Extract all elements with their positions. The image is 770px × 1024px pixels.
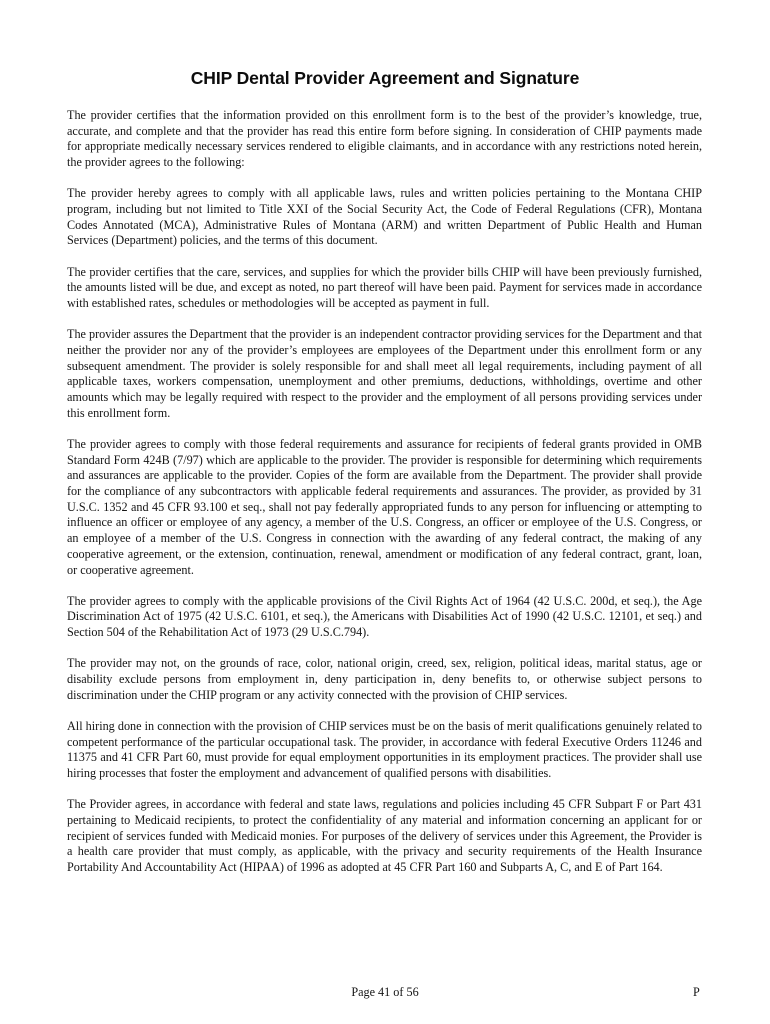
paragraph-confidentiality-hipaa: The Provider agrees, in accordance with federal and state laws, regulations and policies including 45 CFR Subpart F or Part 431 pertaining to Medicaid recipients, to protect the confidentiality of any material and information concerning an applicant for or recipient of services funded with Medicaid monies. For purposes of the delivery of services under this Agreement, the Provider is a health care provider that must comply, as applicable, with the privacy and security requirements of the Health Insurance Portability And Accountability Act (HIPAA) of 1996 as adopted at 45 CFR Part 160 and Subparts A, C, and E of Part 164.: [67, 797, 702, 875]
paragraph-hiring: All hiring done in connection with the provision of CHIP services must be on the basis of merit qualifications genuinely related to competent performance of the particular occupational task. The provider, in accordance with federal Executive Orders 11246 and 11375 and 41 CFR Part 60, must provide for equal employment opportunities in its employment practices. The provider shall use hiring processes that foster the employment and advancement of qualified persons with disabilities.: [67, 719, 702, 781]
paragraph-independent-contractor: The provider assures the Department that the provider is an independent contractor providing services for the Department and that neither the provider nor any of the provider’s employees are employees of the Department under this enrollment form or any subsequent amendment. The provider is solely responsible for and shall meet all legal requirements, including payment of all applicable taxes, workers compensation, unemployment and other premiums, deductions, withholdings, overtime and other amounts which may be legally required with respect to the provider and the employment of all persons providing services under this enrollment form.: [67, 327, 702, 420]
paragraph-certification: The provider certifies that the information provided on this enrollment form is to the best of the provider’s knowledge, true, accurate, and complete and that the provider has read this entire form before signing. In consideration of CHIP payments made for appropriate medically necessary services rendered to eligible claimants, and in accordance with any restrictions noted herein, the provider agrees to the following:: [67, 108, 702, 170]
agreement-body: [67, 108, 702, 891]
page-number: Page 41 of 56: [351, 985, 419, 999]
paragraph-federal-requirements: The provider agrees to comply with those federal requirements and assurance for recipients of federal grants provided in OMB Standard Form 424B (7/97) which are applicable to the provider. The provider is responsible for determining which requirements and assurances are applicable to the provider. Copies of the form are available from the Department. The provider shall provide for the compliance of any subcontractors with applicable federal requirements and assurances. The provider, as provided by 31 U.S.C. 1352 and 45 CFR 93.100 et seq., shall not pay federally appropriated funds to any person for influencing or attempting to influence an officer or employee of any agency, a member of the U.S. Congress, an officer or employee of the U.S. Congress, or an employee of a member of the U.S. Congress in connection with the awarding of any federal contract, the making of any cooperative agreement, or the extension, continuation, renewal, amendment or modification of any federal contract, grant, loan, or cooperative agreement.: [67, 436, 702, 577]
page-title: CHIP Dental Provider Agreement and Signature: [190, 68, 580, 88]
paragraph-compliance-laws: The provider hereby agrees to comply with all applicable laws, rules and written policies pertaining to the Montana CHIP program, including but not limited to Title XXI of the Social Security Act, the Code of Federal Regulations (CFR), Montana Codes Annotated (MCA), Administrative Rules of Montana (ARM) and written Department of Public Health and Human Services (Department) policies, and the terms of this document.: [67, 186, 702, 248]
paragraph-billing-certification: The provider certifies that the care, services, and supplies for which the provider bills CHIP will have been previously furnished, the amounts listed will be due, and except as noted, no part thereof will have been paid. Payment for services made in accordance with established rates, schedules or methodologies will be accepted as payment in full.: [67, 264, 702, 311]
footer-corner-mark: P: [693, 985, 700, 999]
paragraph-civil-rights: The provider agrees to comply with the applicable provisions of the Civil Rights Act of 1964 (42 U.S.C. 200d, et seq.), the Age Discrimination Act of 1975 (42 U.S.C. 6101, et seq.), the Americans with Disabilities Act of 1990 (42 U.S.C. 12101, et seq.) and Section 504 of the Rehabilitation Act of 1973 (29 U.S.C.794).: [67, 593, 702, 640]
paragraph-non-discrimination: The provider may not, on the grounds of race, color, national origin, creed, sex, religion, political ideas, marital status, age or disability exclude persons from employment in, deny participation in, deny benefits to, or otherwise subject persons to discrimination under the CHIP program or any activity connected with the provision of CHIP services.: [67, 656, 702, 702]
